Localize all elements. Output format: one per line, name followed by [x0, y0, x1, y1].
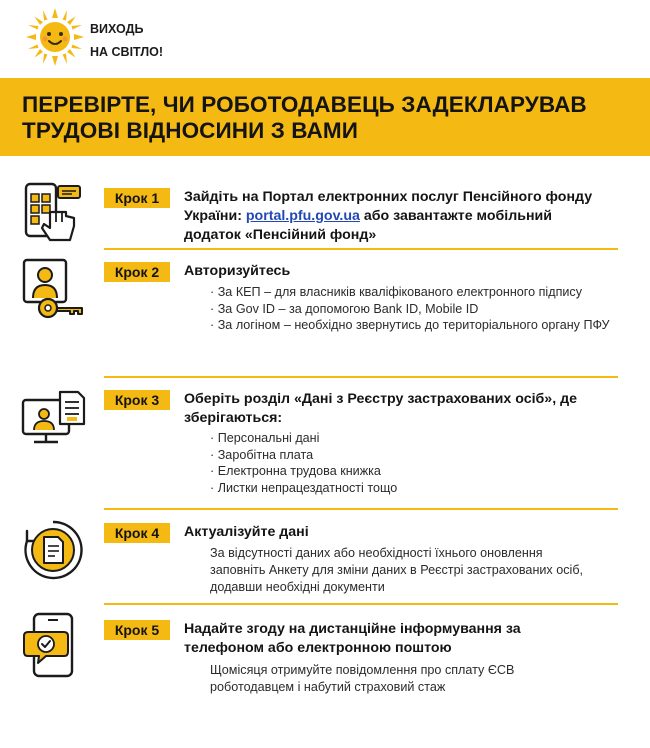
- step-3-list: [210, 430, 610, 496]
- divider-2: [104, 376, 618, 378]
- step-1-title: [184, 188, 604, 245]
- step-5-description: Щомісяця отримуйте повідомлення про сплату ЄСВ роботодавцем і набутий страховий стаж: [210, 663, 515, 694]
- step-1-badge: Крок 1: [104, 188, 170, 208]
- step-2-title: Авторизуйтесь: [184, 263, 291, 279]
- phone-message-icon: [20, 612, 86, 678]
- step-3-title: Оберіть розділ «Дані з Реєстру застрахованих осіб», де зберігаються:: [184, 391, 577, 426]
- divider-4: [104, 603, 618, 605]
- document-refresh-icon: [20, 517, 86, 583]
- step-1-title-before: Зайдіть на Портал електронних послуг Пенсійного фонду України:: [184, 189, 593, 224]
- list-item: · Електронна трудова книжка: [210, 463, 610, 480]
- step-3-badge: Крок 3: [104, 390, 170, 410]
- step-2-list: [210, 284, 610, 334]
- touchscreen-hand-icon: [20, 182, 86, 248]
- step-5-title: Надайте згоду на дистанційне інформування за телефоном або електронною поштою: [184, 621, 521, 656]
- divider-3: [104, 508, 618, 510]
- list-item: · Заробітна плата: [210, 447, 610, 464]
- list-item: · Листки непрацездатності тощо: [210, 480, 610, 497]
- step-4-description: За відсутності даних або необхідності їхнього оновлення заповніть Анкету для зміни даних в Реєстрі застрахованих осіб, додавши необхідні документи: [210, 546, 584, 594]
- step-1-title-after: або завантажте мобільний додаток «Пенсійний фонд»: [184, 208, 552, 243]
- monitor-document-icon: [20, 390, 86, 456]
- list-item: · За логіном – необхідно звернутись до територіального органу ПФУ: [210, 317, 610, 334]
- logo-line-2: НА СВІТЛО!: [90, 45, 164, 59]
- list-item: · За КЕП – для власників кваліфікованого електронного підпису: [210, 284, 610, 301]
- page-title: ПЕРЕВІРТЕ, ЧИ РОБОТОДАВЕЦЬ ЗАДЕКЛАРУВАВ ТРУДОВІ ВІДНОСИНИ З ВАМИ: [22, 92, 587, 143]
- sun-face-icon: [24, 6, 86, 68]
- logo-line-1: ВИХОДЬ: [90, 22, 144, 36]
- step-4-badge: Крок 4: [104, 523, 170, 543]
- divider-1: [104, 248, 618, 250]
- step-4-title: Актуалізуйте дані: [184, 524, 309, 540]
- portal-link[interactable]: portal.pfu.gov.ua: [245, 208, 360, 224]
- step-5-badge: Крок 5: [104, 620, 170, 640]
- list-item: · Персональні дані: [210, 430, 610, 447]
- logo: [24, 6, 184, 68]
- header-banner: [0, 78, 650, 156]
- step-2-badge: Крок 2: [104, 262, 170, 282]
- list-item: · За Gov ID – за допомогою Bank ID, Mobile ID: [210, 301, 610, 318]
- logo-text: [90, 18, 163, 64]
- id-card-key-icon: [20, 258, 86, 324]
